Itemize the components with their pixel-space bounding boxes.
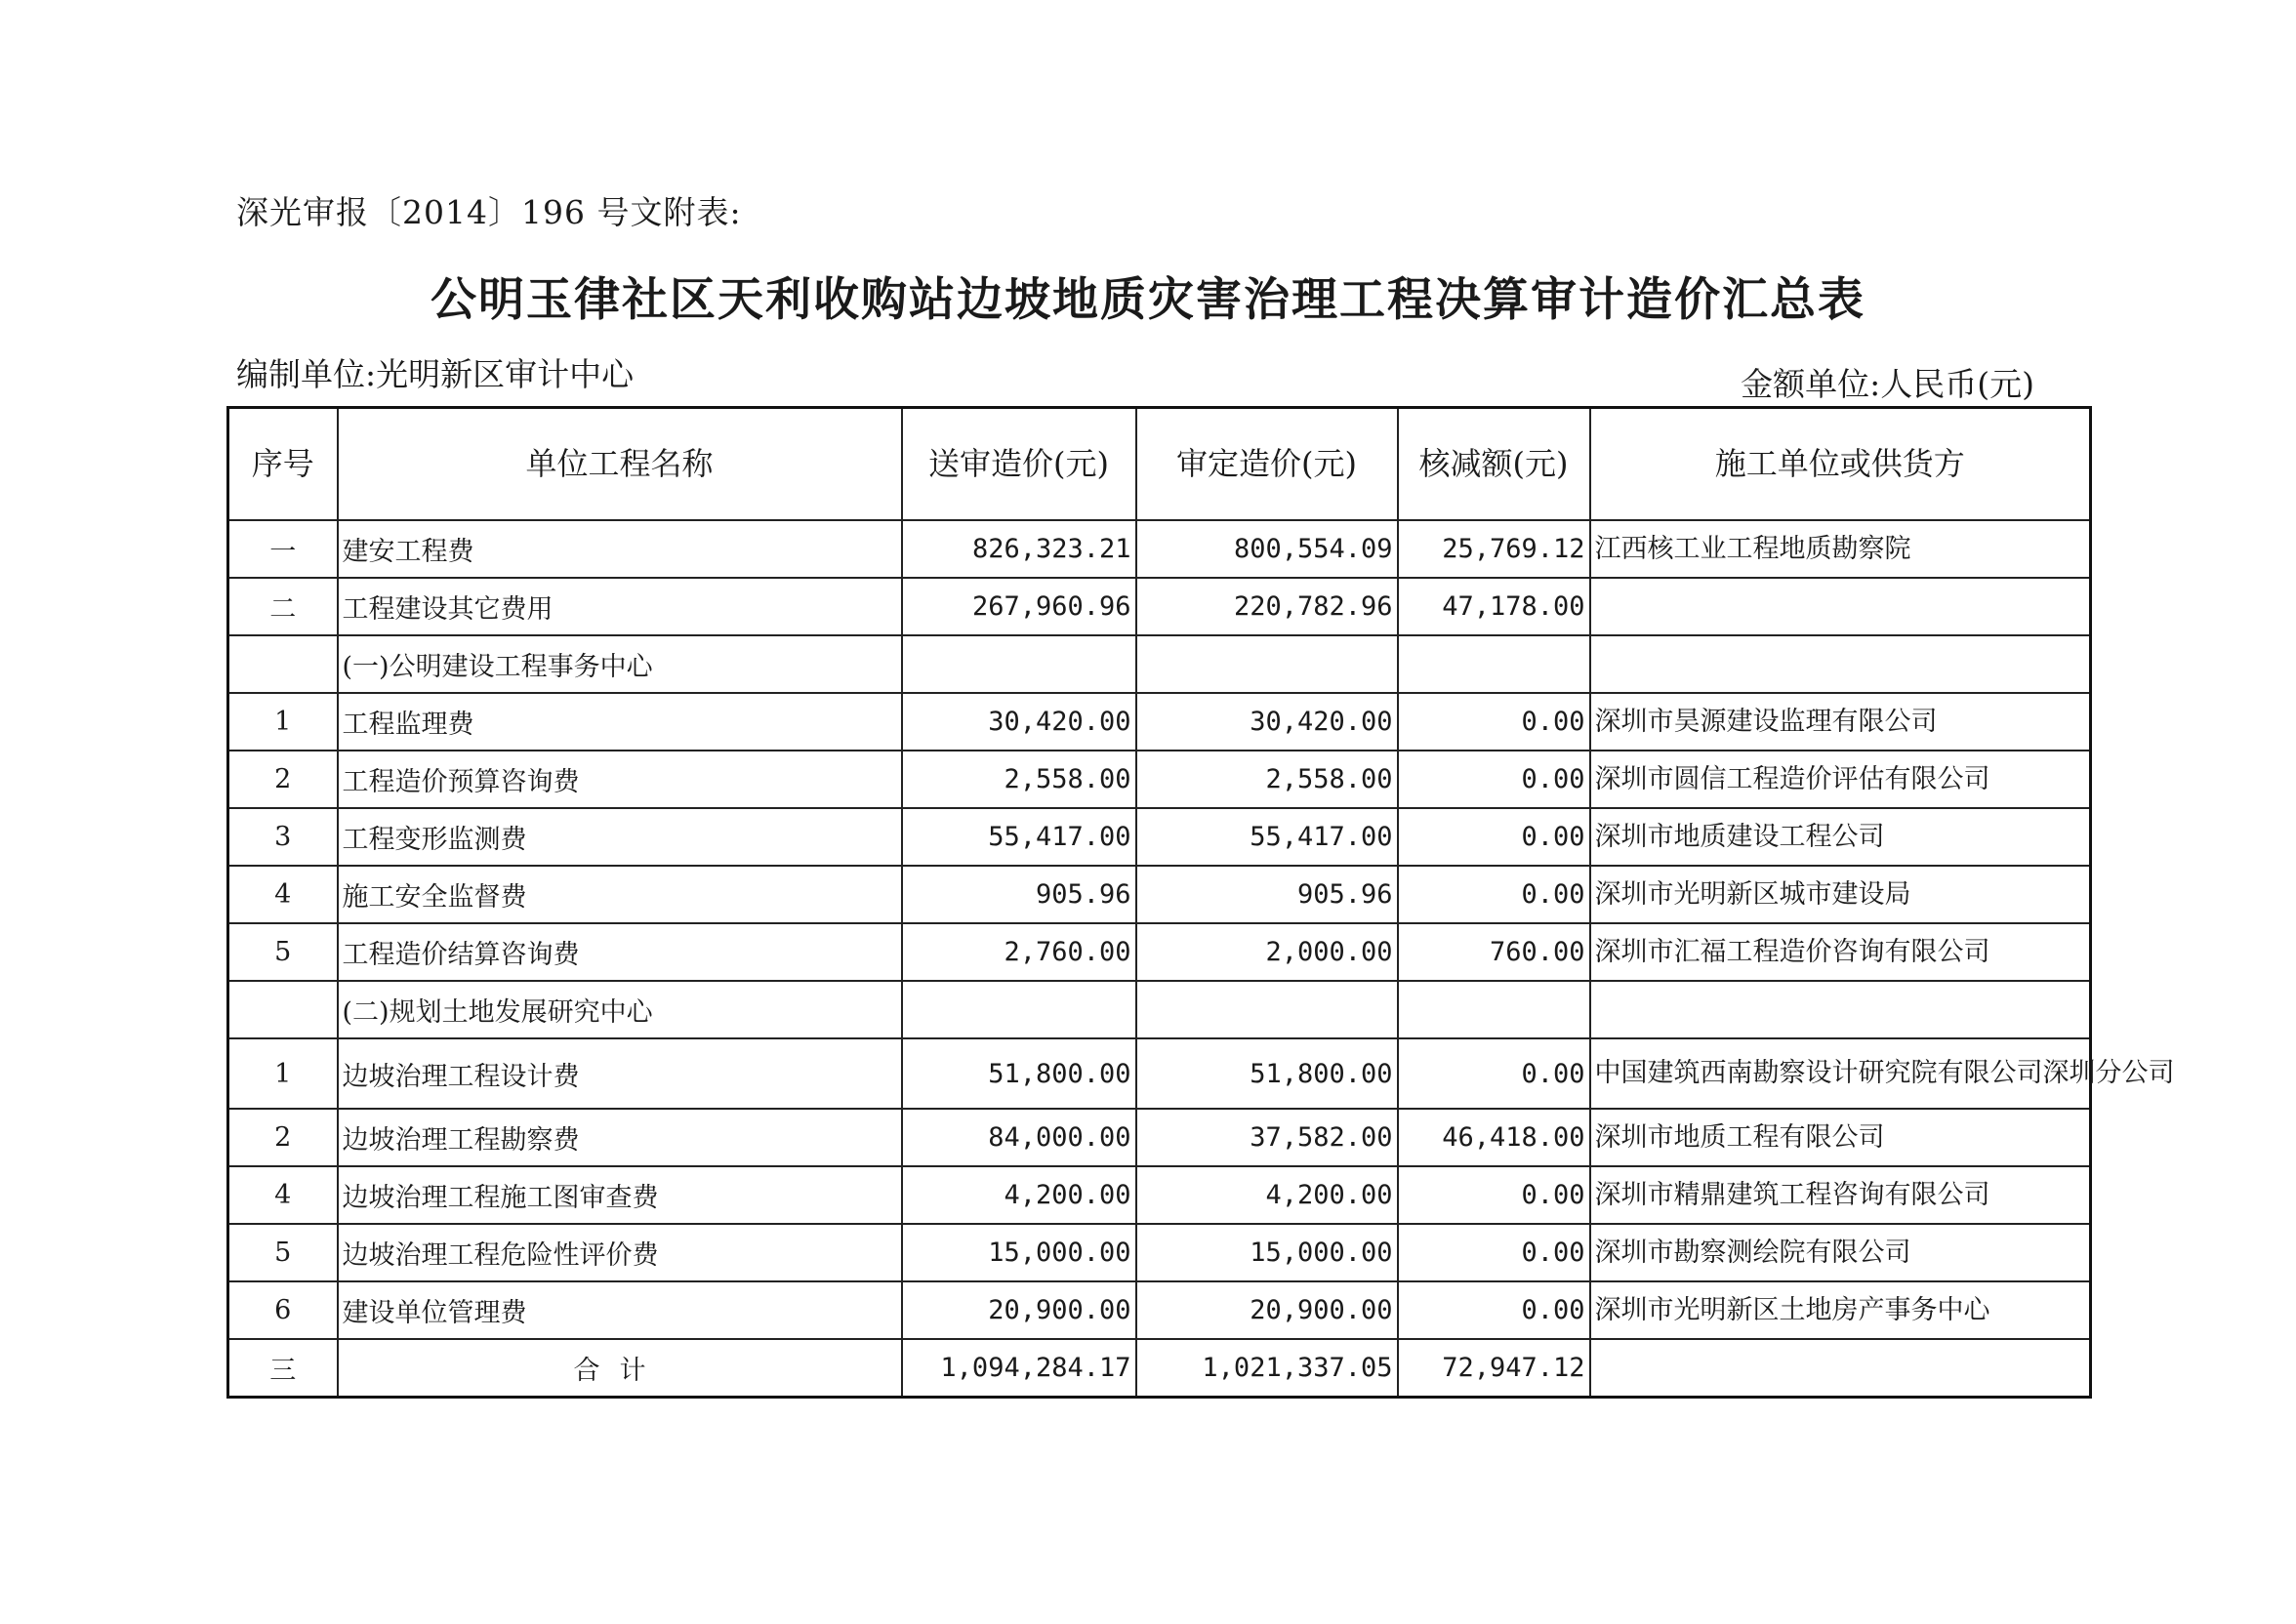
cell-name: 边坡治理工程施工图审查费 bbox=[338, 1166, 902, 1224]
table-row bbox=[228, 981, 2091, 1038]
table-total-row bbox=[228, 1339, 2091, 1398]
cell-reduction bbox=[1398, 635, 1590, 693]
cell-reduction: 0.00 bbox=[1398, 1281, 1590, 1339]
cell-vendor: 江西核工业工程地质勘察院 bbox=[1590, 520, 2091, 578]
cell-submitted: 84,000.00 bbox=[902, 1109, 1136, 1166]
cell-vendor: 中国建筑西南勘察设计研究院有限公司深圳分公司 bbox=[1590, 1038, 2091, 1109]
cell-submitted: 267,960.96 bbox=[902, 578, 1136, 635]
table-row bbox=[228, 635, 2091, 693]
table-header-row bbox=[228, 408, 2091, 521]
cell-seq bbox=[228, 981, 338, 1038]
cell-reduction: 0.00 bbox=[1398, 1038, 1590, 1109]
cell-total-approved: 1,021,337.05 bbox=[1136, 1339, 1398, 1398]
cell-vendor: 深圳市光明新区土地房产事务中心 bbox=[1590, 1281, 2091, 1339]
cell-submitted bbox=[902, 635, 1136, 693]
cell-submitted: 4,200.00 bbox=[902, 1166, 1136, 1224]
cell-reduction: 0.00 bbox=[1398, 1166, 1590, 1224]
currency-unit: 金额单位:人民币(元) bbox=[1741, 365, 2034, 403]
table-row bbox=[228, 1281, 2091, 1339]
cell-vendor bbox=[1590, 635, 2091, 693]
cell-vendor: 深圳市地质建设工程公司 bbox=[1590, 808, 2091, 866]
cell-seq: 2 bbox=[228, 751, 338, 808]
cell-submitted: 15,000.00 bbox=[902, 1224, 1136, 1281]
table-row bbox=[228, 1166, 2091, 1224]
cell-approved bbox=[1136, 981, 1398, 1038]
cell-seq: 6 bbox=[228, 1281, 338, 1339]
cell-reduction: 25,769.12 bbox=[1398, 520, 1590, 578]
table-row bbox=[228, 520, 2091, 578]
table-row bbox=[228, 923, 2091, 981]
cell-name: 边坡治理工程勘察费 bbox=[338, 1109, 902, 1166]
cell-approved: 220,782.96 bbox=[1136, 578, 1398, 635]
col-header-seq: 序号 bbox=[228, 408, 338, 521]
compiling-unit: 编制单位:光明新区审计中心 bbox=[236, 355, 635, 393]
cell-vendor: 深圳市汇福工程造价咨询有限公司 bbox=[1590, 923, 2091, 981]
cell-submitted: 30,420.00 bbox=[902, 693, 1136, 751]
audit-summary-table bbox=[226, 406, 2175, 1399]
cell-approved: 37,582.00 bbox=[1136, 1109, 1398, 1166]
cell-reduction: 0.00 bbox=[1398, 751, 1590, 808]
table-row bbox=[228, 1109, 2091, 1166]
cell-name: 建设单位管理费 bbox=[338, 1281, 902, 1339]
cell-name: 边坡治理工程设计费 bbox=[338, 1038, 902, 1109]
cell-name: (一)公明建设工程事务中心 bbox=[338, 635, 902, 693]
cell-vendor bbox=[1590, 578, 2091, 635]
cell-submitted: 905.96 bbox=[902, 866, 1136, 923]
cell-reduction: 47,178.00 bbox=[1398, 578, 1590, 635]
cell-approved: 800,554.09 bbox=[1136, 520, 1398, 578]
cell-reduction bbox=[1398, 981, 1590, 1038]
table-row bbox=[228, 1224, 2091, 1281]
cell-name: 边坡治理工程危险性评价费 bbox=[338, 1224, 902, 1281]
cell-vendor: 深圳市精鼎建筑工程咨询有限公司 bbox=[1590, 1166, 2091, 1224]
cell-submitted: 2,760.00 bbox=[902, 923, 1136, 981]
cell-reduction: 0.00 bbox=[1398, 693, 1590, 751]
cell-name: 工程监理费 bbox=[338, 693, 902, 751]
cell-approved: 55,417.00 bbox=[1136, 808, 1398, 866]
cell-submitted bbox=[902, 981, 1136, 1038]
cell-vendor: 深圳市圆信工程造价评估有限公司 bbox=[1590, 751, 2091, 808]
cell-approved: 2,558.00 bbox=[1136, 751, 1398, 808]
cell-seq: 1 bbox=[228, 693, 338, 751]
cell-submitted: 55,417.00 bbox=[902, 808, 1136, 866]
col-header-approved: 审定造价(元) bbox=[1136, 408, 1398, 521]
col-header-name: 单位工程名称 bbox=[338, 408, 902, 521]
cell-approved: 4,200.00 bbox=[1136, 1166, 1398, 1224]
cell-approved: 905.96 bbox=[1136, 866, 1398, 923]
cell-seq: 1 bbox=[228, 1038, 338, 1109]
cell-name: 工程造价结算咨询费 bbox=[338, 923, 902, 981]
cell-seq: 三 bbox=[228, 1339, 338, 1398]
cell-name: 工程变形监测费 bbox=[338, 808, 902, 866]
col-header-submitted: 送审造价(元) bbox=[902, 408, 1136, 521]
cell-name: (二)规划土地发展研究中心 bbox=[338, 981, 902, 1038]
cell-total-submitted: 1,094,284.17 bbox=[902, 1339, 1136, 1398]
cell-vendor: 深圳市地质工程有限公司 bbox=[1590, 1109, 2091, 1166]
cell-approved bbox=[1136, 635, 1398, 693]
cell-seq: 4 bbox=[228, 1166, 338, 1224]
cell-vendor: 深圳市昊源建设监理有限公司 bbox=[1590, 693, 2091, 751]
cell-seq: 二 bbox=[228, 578, 338, 635]
cell-seq: 一 bbox=[228, 520, 338, 578]
cell-reduction: 0.00 bbox=[1398, 1224, 1590, 1281]
cell-approved: 30,420.00 bbox=[1136, 693, 1398, 751]
cell-seq: 3 bbox=[228, 808, 338, 866]
cell-total-label: 合计 bbox=[338, 1339, 902, 1398]
table-row bbox=[228, 693, 2091, 751]
cell-vendor: 深圳市光明新区城市建设局 bbox=[1590, 866, 2091, 923]
table-row bbox=[228, 751, 2091, 808]
cell-submitted: 2,558.00 bbox=[902, 751, 1136, 808]
cell-reduction: 0.00 bbox=[1398, 808, 1590, 866]
cell-approved: 20,900.00 bbox=[1136, 1281, 1398, 1339]
cell-reduction: 46,418.00 bbox=[1398, 1109, 1590, 1166]
table-row bbox=[228, 1038, 2091, 1109]
cell-seq: 2 bbox=[228, 1109, 338, 1166]
document-title: 公明玉律社区天利收购站边坡地质灾害治理工程决算审计造价汇总表 bbox=[430, 273, 1866, 327]
cell-submitted: 826,323.21 bbox=[902, 520, 1136, 578]
cell-submitted: 20,900.00 bbox=[902, 1281, 1136, 1339]
cell-approved: 2,000.00 bbox=[1136, 923, 1398, 981]
cell-name: 施工安全监督费 bbox=[338, 866, 902, 923]
cell-approved: 51,800.00 bbox=[1136, 1038, 1398, 1109]
cell-name: 工程造价预算咨询费 bbox=[338, 751, 902, 808]
cell-total-reduction: 72,947.12 bbox=[1398, 1339, 1590, 1398]
cell-submitted: 51,800.00 bbox=[902, 1038, 1136, 1109]
cell-name: 工程建设其它费用 bbox=[338, 578, 902, 635]
table-row bbox=[228, 808, 2091, 866]
cell-name: 建安工程费 bbox=[338, 520, 902, 578]
cell-seq: 5 bbox=[228, 1224, 338, 1281]
cell-vendor bbox=[1590, 1339, 2091, 1398]
document-reference: 深光审报〔2014〕196 号文附表: bbox=[236, 193, 742, 231]
cell-reduction: 0.00 bbox=[1398, 866, 1590, 923]
cell-vendor: 深圳市勘察测绘院有限公司 bbox=[1590, 1224, 2091, 1281]
cell-seq bbox=[228, 635, 338, 693]
cell-seq: 4 bbox=[228, 866, 338, 923]
cell-approved: 15,000.00 bbox=[1136, 1224, 1398, 1281]
col-header-vendor: 施工单位或供货方 bbox=[1590, 408, 2091, 521]
table-row bbox=[228, 866, 2091, 923]
col-header-reduction: 核减额(元) bbox=[1398, 408, 1590, 521]
cell-reduction: 760.00 bbox=[1398, 923, 1590, 981]
cell-vendor bbox=[1590, 981, 2091, 1038]
table-row bbox=[228, 578, 2091, 635]
cell-seq: 5 bbox=[228, 923, 338, 981]
